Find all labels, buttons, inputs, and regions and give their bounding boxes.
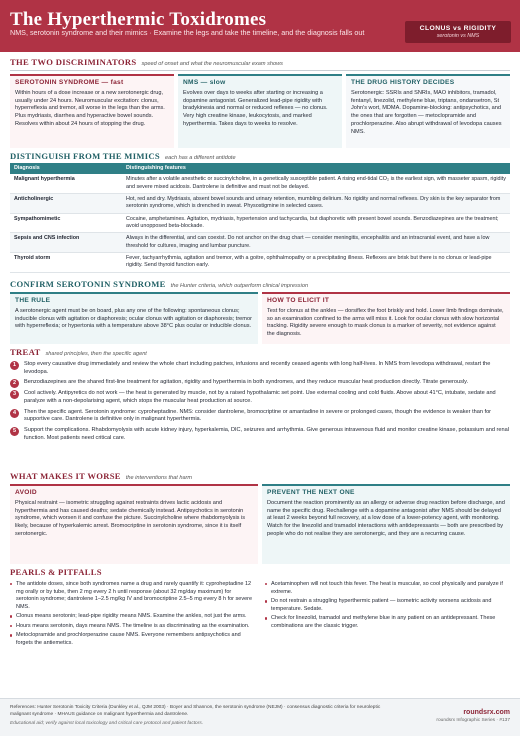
treatment-step (10, 390, 510, 405)
step-number-badge: 3 (10, 390, 19, 399)
step-number-badge: 5 (10, 427, 19, 436)
table-row (10, 174, 510, 193)
series-label: roundsrx Infographic Series · #137 (436, 718, 510, 723)
section-note: speed of onset and what the neuromuscular exam shows (141, 61, 283, 67)
treatment-step (10, 409, 510, 424)
table-cell-features: Fever, tachyarrhythmia, agitation and tremor, with a goitre, ophthalmopathy or a precipitating illness. Reflexes are brisk but there is no clonus or lead-pipe rigidity. Send thyroid function early. (122, 253, 510, 273)
table-row (10, 194, 510, 214)
card-avoid (10, 484, 258, 564)
card-text: Within hours of a dose increase or a new serotonergic drug, usually under 24 hours. Neuromuscular excitation: clonus, hyperreflexia and tremor, all worse in the legs than the arms. Plus mydriasis, diarrhea and hyperactive bowel sounds. Resolves within about 24 hours of stopping the drug. (15, 89, 165, 127)
section-note: the interventions that harm (125, 475, 193, 481)
section-title: WHAT MAKES IT WORSE (10, 471, 121, 481)
header-badge (405, 21, 511, 43)
section-heading-pearls (10, 567, 102, 579)
step-text: Stop every causative drug immediately and review the whole chart including patches, infusions and recently ceased agents with long half-lives. In NMS from levodopa withdrawal, restart the levodopa. (24, 361, 491, 375)
badge-subtitle: serotonin vs NMS (436, 33, 480, 40)
table-row (10, 253, 510, 273)
page-title: The Hyperthermic Toxidromes (10, 9, 267, 30)
list-item: Do not restrain a struggling hyperthermic patient — isometric activity worsens acidosis and temperature. Sedate. (265, 598, 510, 613)
page-subtitle: NMS, serotonin syndrome and their mimics · Examine the legs and take the timeline, and the diagnosis falls out (10, 28, 365, 37)
treatment-step (10, 427, 510, 442)
card-text: Evolves over days to weeks after starting or increasing a dopamine antagonist. Generalized lead-pipe rigidity with bradykinesia and normal or reduced reflexes — no clonus. Very high creatine kinase, leukocytosis, and marked hyperthermia. Takes days to weeks to resolve. (183, 89, 328, 127)
mimics-table (10, 163, 510, 273)
table-cell-diagnosis: Sepsis and CNS infection (10, 233, 122, 253)
section-heading-worse (10, 471, 192, 483)
step-text: Support the complications. Rhabdomyolysis with acute kidney injury, hyperkalemia, DIC, seizures and arrhythmia. Give generous intravenous fluid and monitor creatine kinase, potassium and renal function. Most patients need critical care. (24, 427, 509, 441)
pearls-left-column (10, 581, 255, 650)
column-header: Distinguishing features (122, 163, 510, 174)
list-item: Clonus means serotonin; lead-pipe rigidity means NMS. Examine the ankles, not just the arms. (10, 613, 255, 621)
treatment-steps (10, 361, 510, 445)
section-title: CONFIRM SEROTONIN SYNDROME (10, 279, 166, 289)
list-item: The antidote doses, since both syndromes name a drug and rarely quantify it: cyproheptadine 12 mg orally or by tube, then 2 mg every 2 h until response (about 32 mg/day maximum) for serotonin syndrome; dantrolene 1–2.5 mg/kg IV and bromocriptine 2.5–5 mg every 8 h for severe NMS. (10, 581, 255, 611)
table-header-row (10, 163, 510, 174)
card-title: HOW TO ELICIT IT (267, 297, 330, 304)
step-text: Then the specific agent. Serotonin syndrome: cyproheptadine. NMS: consider dantrolene, bromocriptine or amantadine in severe or prolonged cases, though the evidence is weaker than for supportive care. Dantrolene is definitive only in malignant hyperthermia. (24, 408, 492, 423)
section-heading-treat (10, 347, 147, 359)
section-title: DISTINGUISH FROM THE MIMICS (10, 151, 160, 161)
badge-title: CLONUS vs RIGIDITY (419, 25, 497, 32)
card-nms (178, 74, 342, 148)
footer (0, 698, 520, 736)
step-text: Benzodiazepines are the shared first-line treatment for agitation, rigidity and hyperthermia in both syndromes, and they reduce muscular heat production directly. Titrate generously. (24, 379, 469, 386)
card-hunter-rule (10, 292, 258, 344)
section-title: THE TWO DISCRIMINATORS (10, 57, 137, 67)
step-number-badge: 1 (10, 361, 19, 370)
card-how-to-elicit (262, 292, 510, 344)
table-cell-diagnosis: Sympathomimetic (10, 213, 122, 233)
section-title: PEARLS & PITFALLS (10, 567, 102, 577)
card-text: A serotonergic agent must be on board, plus any one of the following: spontaneous clonus; inducible clonus with agitation or diaphoresis; ocular clonus with agitation or diaphoresis; tremor with hyperreflexia; or hypertonia with a temperature above 38°C plus ocular or inducible clonus. (15, 307, 252, 330)
header-banner (0, 0, 520, 52)
list-item: Check for linezolid, tramadol and methylene blue in any patient on an antidepressant. These combinations are the classic trigger. (265, 615, 510, 630)
references: References: Hunter Serotonin Toxicity Criteria (Dunkley et al., QJM 2003) · Boyer and Shannon, the serotonin syndrome (NEJM) · consensus diagnostic criteria for neuroleptic malignant syndrome · MHAUS guidance on malignant hyperthermia and dantrolene. (10, 705, 381, 718)
disclaimer: Educational aid; verify against local toxicology and critical care protocol and patient factors. (10, 721, 204, 726)
card-text: Serotonergic: SSRIs and SNRIs, MAO inhibitors, tramadol, fentanyl, linezolid, methylene blue, triptans, ondansetron, St John's wort, MDMA. Dopamine-blocking: antipsychotics, and the ones that are forgotten — metoclopramide and prochlorperazine. Also abrupt withdrawal of levodopa causes NMS. (351, 89, 502, 135)
card-text: Physical restraint — isometric struggling against restraints drives lactic acidosis and hyperthermia and has caused deaths; sedate chemically instead. Antipsychotics in serotonin syndrome, which worsen it and confuse the picture. Succinylcholine where rhabdomyolysis is likely, because of hyperkalemic arrest. Bromocriptine in serotonin syndrome, since it is itself serotonergic. (15, 499, 246, 537)
section-note: the Hunter criteria, which outperform clinical impression (170, 283, 309, 289)
card-title: AVOID (15, 489, 37, 496)
section-title: TREAT (10, 347, 41, 357)
table-row (10, 213, 510, 233)
card-title: NMS — slow (183, 79, 226, 86)
card-text: Test for clonus at the ankles — dorsiflex the foot briskly and hold. Lower limb findings dominate, so an examination confined to the arms will miss it. Look for ocular clonus with slow horizontal tracking. Rigidity severe enough to mask clonus is a marker of severity, not evidence against the diagnosis. (267, 307, 504, 338)
card-title: THE RULE (15, 297, 51, 304)
list-item: Acetaminophen will not touch this fever. The heat is muscular, so cool physically and paralyze if extreme. (265, 581, 510, 596)
card-title: PREVENT THE NEXT ONE (267, 489, 355, 496)
card-serotonin-syndrome (10, 74, 174, 148)
table-cell-diagnosis: Anticholinergic (10, 194, 122, 214)
table-cell-features: Minutes after a volatile anesthetic or succinylcholine, in a genetically susceptible patient. A rising end-tidal CO₂ is the earliest sign, with masseter spasm, rigidity and severe mixed acidosis. Dantrolene is definitive and must not be delayed. (122, 174, 510, 193)
card-prevent (262, 484, 510, 564)
table-cell-diagnosis: Thyroid storm (10, 253, 122, 273)
card-title: THE DRUG HISTORY DECIDES (351, 79, 455, 86)
list-item: Metoclopramide and prochlorperazine cause NMS. Everyone remembers antipsychotics and forgets the antiemetics. (10, 632, 255, 647)
list-item: Hours means serotonin, days means NMS. The timeline is as discriminating as the examination. (10, 623, 255, 631)
section-heading-mimics (10, 151, 236, 163)
table-row (10, 233, 510, 253)
section-heading-confirm (10, 279, 308, 291)
pearls-right-column (265, 581, 510, 632)
table-cell-features: Hot, red and dry. Mydriasis, absent bowel sounds and urinary retention, mumbling delirium. No rigidity and normal reflexes. Dry skin is the key separator from serotonin syndrome, which is drenched in sweat. Physostigmine in selected cases. (122, 194, 510, 214)
treatment-step (10, 379, 510, 387)
section-note: each has a different antidote (165, 155, 236, 161)
section-heading-discriminators (10, 57, 283, 69)
treatment-step (10, 361, 510, 376)
step-number-badge: 4 (10, 409, 19, 418)
table-cell-diagnosis: Malignant hyperthermia (10, 174, 122, 193)
card-drug-history (346, 74, 510, 148)
table-cell-features: Always in the differential, and can coexist. Do not anchor on the drug chart — consider meningitis, encephalitis and an intracranial event, and have a low threshold for cultures, imaging and lumbar puncture. (122, 233, 510, 253)
column-header: Diagnosis (10, 163, 122, 174)
card-text: Document the reaction prominently as an allergy or adverse drug reaction before discharge, and name the specific drug. Rechallenge with a dopamine antagonist after NMS should be delayed at least 2 weeks beyond full recovery, at a low dose of a lower-potency agent, with monitoring. Watch for the linezolid and tramadol interactions with antidepressants — both are prescribed by people who do not realise they are serotonergic, and they are a recurring cause. (267, 499, 505, 537)
site-link[interactable]: roundsrx.com (463, 709, 510, 716)
divider (10, 70, 510, 71)
step-number-badge: 2 (10, 379, 19, 388)
step-text: Cool actively. Antipyretics do not work — the heat is generated by muscle, not by a raised hypothalamic set point. Use external cooling and cold fluids. Above about 41°C, intubate, sedate and paralyze with a non-depolarising agent, which stops the muscular heat production at source. (24, 390, 496, 404)
card-title: SEROTONIN SYNDROME — fast (15, 79, 124, 86)
section-note: shared principles, then the specific agent (45, 351, 147, 357)
table-cell-features: Cocaine, amphetamines. Agitation, mydriasis, hypertension and tachycardia, but diaphoretic with present bowel sounds. Benzodiazepines are the treatment; avoid unopposed beta-blockade. (122, 213, 510, 233)
